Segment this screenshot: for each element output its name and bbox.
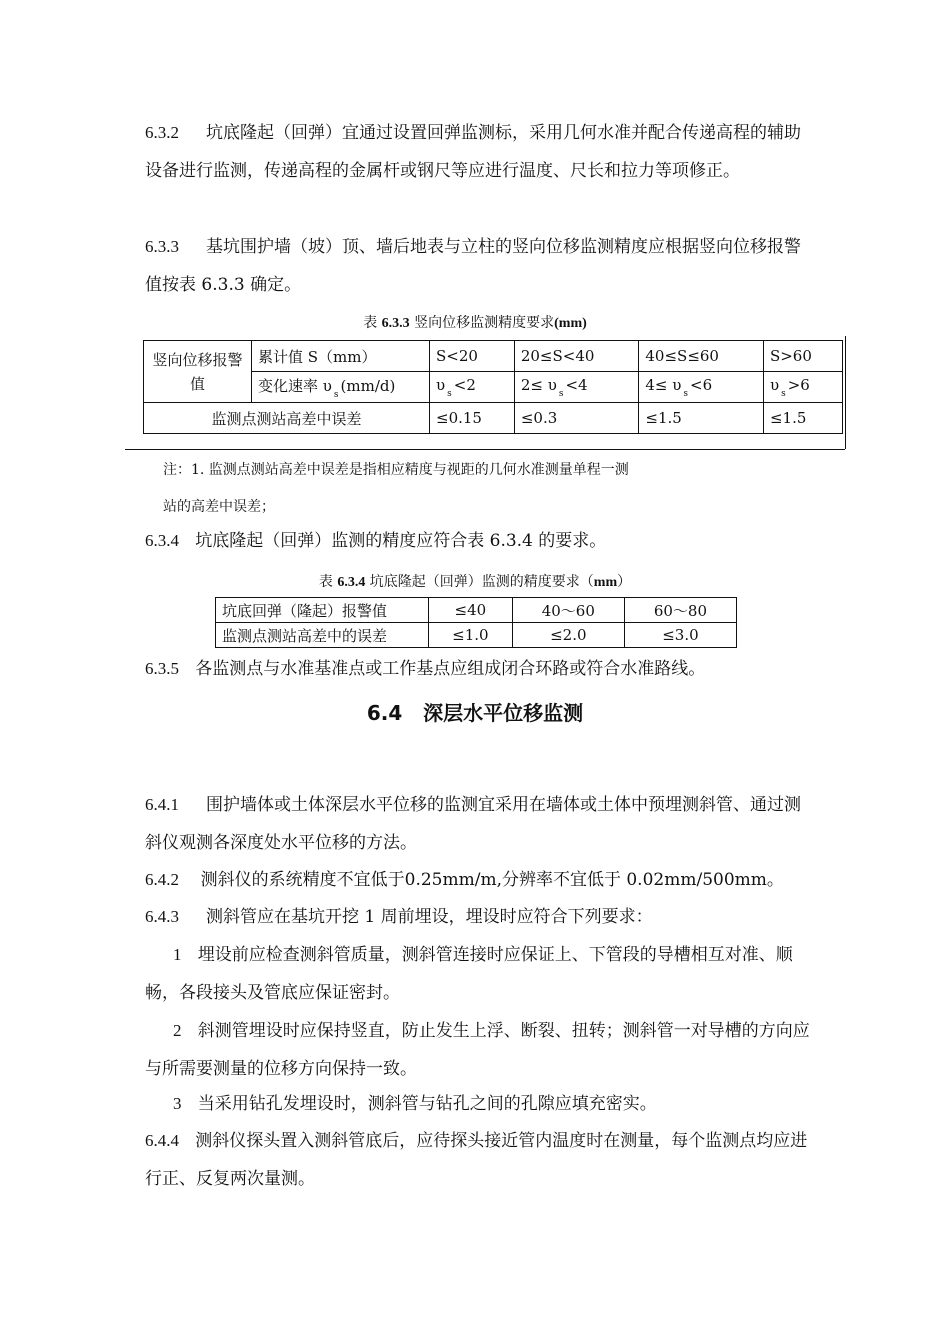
table-6-3-4-caption: 表 6.3.4 坑底隆起（回弹）监测的精度要求（mm） <box>318 574 632 590</box>
para-6-4-3 <box>145 898 810 936</box>
para-6-4-1 <box>145 786 810 862</box>
clause-number: 6.3.5 <box>145 659 179 678</box>
clause-text: 基坑围护墙（坡）顶、墙后地表与立柱的竖向位移监测精度应根据竖向位移报警值按表 6.3.3 确定。 <box>145 237 802 295</box>
para-6-4-4 <box>145 1122 810 1198</box>
para-6-3-4 <box>145 522 810 560</box>
clause-number: 6.4.1 <box>145 795 179 814</box>
table-note-line-1: 注：1. 监测点测站高差中误差是指相应精度与视距的几何水准测量单程一测 <box>163 462 629 478</box>
para-6-3-2 <box>145 114 810 190</box>
table-cell: 40≤S≤60 <box>639 341 764 372</box>
clause-text: 围护墙体或土体深层水平位移的监测宜采用在墙体或土体中预埋测斜管、通过测斜仪观测各深度处水平位移的方法。 <box>145 795 802 853</box>
clause-text: 测斜管应在基坑开挖 1 周前埋设，埋设时应符合下列要求： <box>206 907 653 927</box>
table-cell: 监测点测站高差中误差 <box>144 403 430 434</box>
table-cell: ≤0.15 <box>430 403 515 434</box>
table-cell: ≤0.3 <box>514 403 639 434</box>
table-row <box>216 598 737 623</box>
clause-number: 6.3.3 <box>145 237 179 256</box>
clause-text: 坑底隆起（回弹）宜通过设置回弹监测标，采用几何水准并配合传递高程的辅助设备进行监测，传递高程的金属杆或钢尺等应进行温度、尺长和拉力等项修正。 <box>145 123 802 181</box>
table-cell: S<20 <box>430 341 515 372</box>
table-6-3-3 <box>143 340 843 434</box>
clause-number: 6.3.2 <box>145 123 179 142</box>
clause-text: 各监测点与水准基准点或工作基点应组成闭合环路或符合水准路线。 <box>195 659 706 679</box>
table-border-line <box>845 336 846 449</box>
section-heading: 6.4 深层水平位移监测 <box>366 701 584 725</box>
table-cell: 60～80 <box>624 598 736 623</box>
clause-text: 坑底隆起（回弹）监测的精度应符合表 6.3.4 的要求。 <box>195 531 607 551</box>
table-cell: ≤1.5 <box>639 403 764 434</box>
table-cell: υ $_s$ <2 <box>430 372 515 403</box>
table-cell: ≤3.0 <box>624 623 736 648</box>
clause-text: 测斜仪探头置入测斜管底后，应待探头接近管内温度时在测量，每个监测点均应进行正、反复两次量测。 <box>145 1131 808 1189</box>
table-cell: ≤40 <box>429 598 513 623</box>
table-cell: ≤2.0 <box>512 623 624 648</box>
list-item-1: 1 埋设前应检查测斜管质量，测斜管连接时应保证上、下管段的导槽相互对准、顺畅，各段接头及管底应保证密封。 <box>145 945 793 1003</box>
table-cell: S>60 <box>763 341 842 372</box>
para-6-3-5 <box>145 650 810 688</box>
table-row <box>144 341 843 372</box>
table-cell: 4≤ υ $_s$ <6 <box>639 372 764 403</box>
table-cell: 累计值 S（mm） <box>252 341 430 372</box>
divider <box>125 449 845 450</box>
table-cell: 监测点测站高差中的误差 <box>216 623 429 648</box>
table-note-line-2: 站的高差中误差； <box>163 499 275 515</box>
clause-number: 6.4.2 <box>145 870 179 889</box>
clause-number: 6.4.4 <box>145 1131 179 1150</box>
table-cell: 20≤S<40 <box>514 341 639 372</box>
list-item-2: 2 斜测管埋设时应保持竖直，防止发生上浮、断裂、扭转；测斜管一对导槽的方向应与所需要测量的位移方向保持一致。 <box>145 1021 810 1079</box>
table-6-3-3-caption: 表 6.3.3 竖向位移监测精度要求(mm) <box>363 315 587 331</box>
clause-number: 6.4.3 <box>145 907 179 926</box>
table-row <box>144 403 843 434</box>
table-cell: ≤1.0 <box>429 623 513 648</box>
clause-text: 测斜仪的系统精度不宜低于0.25mm/m,分辨率不宜低于 0.02mm/500mm。 <box>200 870 784 890</box>
table-cell: ≤1.5 <box>763 403 842 434</box>
table-cell: 变化速率 υ $_s$ (mm/d) <box>252 372 430 403</box>
table-row <box>216 623 737 648</box>
table-6-3-4 <box>215 597 737 648</box>
table-cell: 坑底回弹（隆起）报警值 <box>216 598 429 623</box>
table-cell: 2≤ υ $_s$ <4 <box>514 372 639 403</box>
para-6-3-3 <box>145 228 810 304</box>
list-item-3: 3 当采用钻孔发埋设时，测斜管与钻孔之间的孔隙应填充密实。 <box>173 1094 657 1114</box>
para-6-4-2 <box>145 861 825 899</box>
clause-number: 6.3.4 <box>145 531 179 550</box>
table-cell: υ $_s$ >6 <box>763 372 842 403</box>
row-header: 竖向位移报警值 <box>144 341 252 403</box>
table-cell: 40～60 <box>512 598 624 623</box>
